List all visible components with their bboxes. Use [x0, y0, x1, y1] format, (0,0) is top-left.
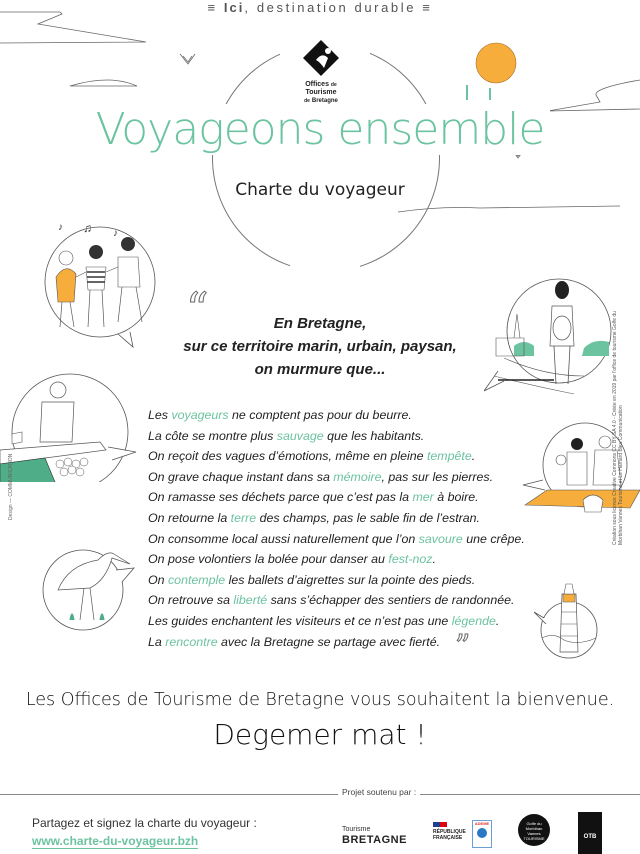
- degemer-mat-text: Degemer mat !: [213, 718, 427, 751]
- cloud-top-left: [0, 12, 146, 43]
- charter-line: La côte se montre plus sauvage que les habitants.: [148, 428, 425, 443]
- charter-website-link[interactable]: www.charte-du-voyageur.bzh: [32, 834, 199, 848]
- logo-line3-small: de: [304, 98, 310, 104]
- logo-line1: Offices: [305, 81, 329, 88]
- charter-line: On retourne la terre des champs, pas le sable fin de l’estran.: [148, 510, 480, 525]
- page-subtitle-text: Charte du voyageur: [231, 180, 409, 200]
- sponsor-text: ADEME: [474, 821, 490, 826]
- svg-text:♫: ♫: [83, 222, 92, 235]
- logo-line2: Tourisme: [305, 89, 337, 96]
- supported-by-label: Projet soutenu par :: [338, 787, 420, 797]
- footer-divider: [0, 794, 640, 795]
- charter-line: On pose volontiers la bolée pour danser au fest-noz.: [148, 552, 436, 567]
- charter-line: On retrouve sa liberté sans s’échapper des sentiers de randonnée.: [148, 593, 515, 608]
- charter-line: Les guides enchantent les visiteurs et ce n’est pas une légende.: [148, 613, 500, 628]
- logo-line3: Bretagne: [311, 98, 338, 104]
- intro-line: sur ce territoire marin, urbain, paysan,: [183, 338, 457, 355]
- logo-diamond-icon: [302, 40, 340, 76]
- design-credit: Design — COMMUNICATION: [8, 453, 14, 520]
- quote-open-icon: “: [186, 284, 209, 335]
- bird-icon: [180, 54, 195, 64]
- sponsor-text: Morbihan: [525, 826, 543, 831]
- page-title-text: Voyageons ensemble: [90, 104, 551, 155]
- charter-line: On reçoit des vagues d’émotions, même en pleine tempête.: [148, 449, 476, 464]
- tagline-deco-left: ≡: [207, 0, 218, 15]
- sponsor-text: Tourisme: [342, 826, 371, 833]
- republique-francaise-logo: [433, 822, 466, 841]
- charter-line: On contemple les ballets d’aigrettes sur la pointe des pieds.: [148, 572, 476, 587]
- tagline-deco-right: ≡: [422, 0, 433, 15]
- intro-text: [140, 312, 500, 381]
- egret-illustration: [38, 540, 138, 635]
- otb-logo: [578, 812, 602, 854]
- quote-close-icon: ”: [455, 629, 471, 664]
- intro-line: on murmure que...: [254, 361, 386, 378]
- market-vendor-illustration: [0, 372, 140, 482]
- logo-line1-small: de: [330, 82, 337, 88]
- charter-line: On consomme local aussi naturellement que l’on savoure une crêpe.: [148, 531, 525, 546]
- tagline-text: , destination durable: [244, 0, 417, 15]
- cloud-mid-right: [398, 206, 620, 212]
- golfe-morbihan-logo: [518, 814, 550, 846]
- share-text: Partagez et signez la charte du voyageur :: [32, 816, 257, 830]
- ademe-globe-icon: [477, 828, 487, 838]
- sponsor-text: RÉPUBLIQUE: [433, 829, 466, 835]
- sponsor-text: OTB: [583, 834, 597, 840]
- page-subtitle: [0, 180, 640, 200]
- sponsor-text: BRETAGNE: [342, 834, 407, 846]
- charter-lines: [148, 405, 578, 652]
- cloud-small-left: [70, 80, 137, 86]
- charter-line: Les voyageurs ne comptent pas pour du beurre.: [148, 408, 412, 422]
- svg-text:♪: ♪: [113, 228, 118, 239]
- sponsor-text: FRANÇAISE: [433, 835, 463, 841]
- page-title: [0, 104, 640, 155]
- svg-text:♪: ♪: [58, 222, 63, 233]
- sponsor-text: Golfe du: [526, 821, 542, 826]
- sponsor-text: TOURISME: [523, 836, 545, 841]
- charter-line: On grave chaque instant dans sa mémoire, pas sur les pierres.: [148, 469, 494, 484]
- charter-line: On ramasse ses déchets parce que c’est pas la mer à boire.: [148, 490, 479, 505]
- welcome-text: Les Offices de Tourisme de Bretagne vous souhaitent la bienvenue.: [25, 690, 615, 710]
- sponsor-text: Vannes: [527, 831, 541, 836]
- ademe-logo: [472, 820, 492, 848]
- intro-line: En Bretagne,: [273, 315, 367, 332]
- flag-icon: [433, 822, 447, 827]
- offices-tourisme-logo: [296, 40, 346, 105]
- charter-line: La rencontre avec la Bretagne se partage avec fierté.: [148, 634, 441, 649]
- tagline-bold: Ici: [223, 0, 245, 15]
- tourisme-bretagne-logo: [342, 826, 407, 846]
- license-credit: Création sous licence Creative Commons CC BY SA 4.0 - Créée en 2019 par l'office de tourisme Golfe du Morbihan Vannes Tourisme et Le Hamard Bleu Communication: [612, 311, 624, 545]
- circle-mask: [290, 250, 360, 280]
- grass-icon: [467, 85, 490, 100]
- sun-icon: [476, 43, 516, 83]
